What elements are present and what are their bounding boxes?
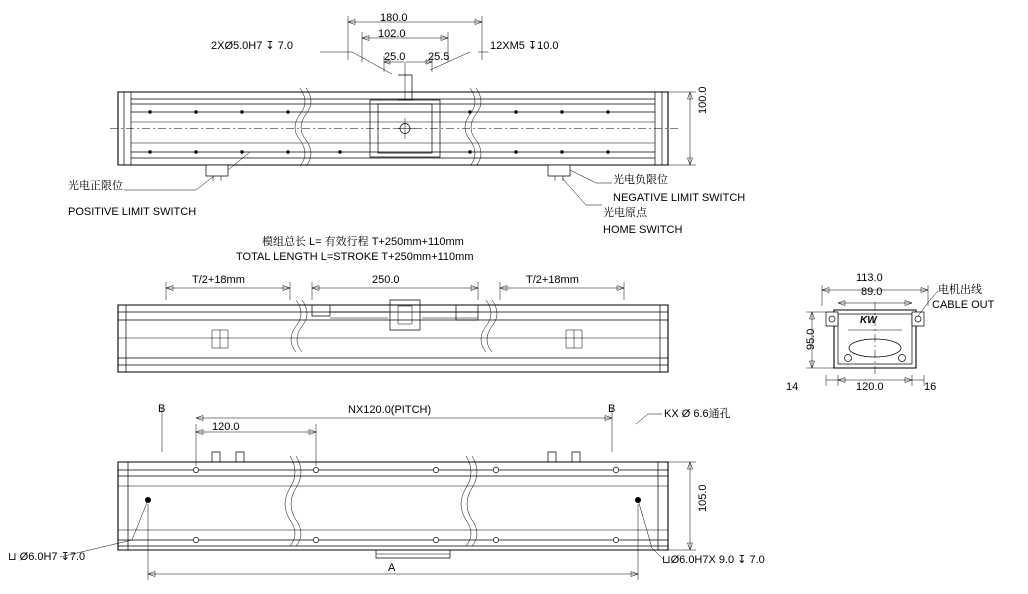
dim-b-right: B — [608, 403, 616, 415]
callout-holes-right: 12XM5 ↧10.0 — [490, 40, 559, 52]
dim-25: 25.0 — [384, 51, 406, 63]
dim-pitch: NX120.0(PITCH) — [348, 404, 432, 416]
dim-front-mid: 250.0 — [372, 274, 400, 286]
dim-b-left: B — [158, 403, 166, 415]
brand-logo: KW — [860, 315, 877, 326]
dim-95: 95.0 — [805, 328, 817, 350]
callout-cable-out-cn: 电机出线 — [938, 284, 982, 296]
note-total-length-en: TOTAL LENGTH L=STROKE T+250mm+110mm — [236, 251, 474, 263]
label-home-switch-en: HOME SWITCH — [603, 224, 683, 236]
dim-top-height: 100.0 — [697, 86, 709, 114]
label-negative-limit-en: NEGATIVE LIMIT SWITCH — [613, 192, 746, 204]
dim-89: 89.0 — [861, 286, 883, 298]
label-positive-limit-cn: 光电正限位 — [68, 180, 123, 192]
dim-120-bottom: 120.0 — [212, 421, 240, 433]
note-total-length-cn: 模组总长 L= 有效行程 T+250mm+110mm — [262, 236, 464, 248]
dim-bottom-height: 105.0 — [697, 484, 709, 512]
callout-holes-left: 2XØ5.0H7 ↧ 7.0 — [211, 40, 293, 52]
label-positive-limit-en: POSITIVE LIMIT SWITCH — [68, 206, 197, 218]
dim-14: 14 — [786, 381, 799, 393]
dim-25-5: 25.5 — [428, 51, 450, 63]
callout-hole-right: ⊔Ø6.0H7X 9.0 ↧ 7.0 — [662, 554, 765, 566]
callout-through-hole: KX Ø 6.6通孔 — [664, 408, 731, 420]
label-negative-limit-cn: 光电负限位 — [613, 174, 668, 186]
callout-cable-out-en: CABLE OUT — [932, 299, 995, 311]
dim-total-a: A — [388, 562, 396, 574]
dim-180: 180.0 — [380, 12, 408, 24]
dim-102: 102.0 — [378, 28, 406, 40]
dim-front-right: T/2+18mm — [526, 274, 579, 286]
label-home-switch-cn: 光电原点 — [603, 207, 647, 219]
callout-hole-left: ⊔ Ø6.0H7 ↧7.0 — [8, 551, 86, 563]
dim-front-left: T/2+18mm — [192, 274, 245, 286]
dim-113: 113.0 — [856, 272, 883, 284]
dim-16: 16 — [924, 381, 937, 393]
dim-120-side: 120.0 — [856, 381, 884, 393]
